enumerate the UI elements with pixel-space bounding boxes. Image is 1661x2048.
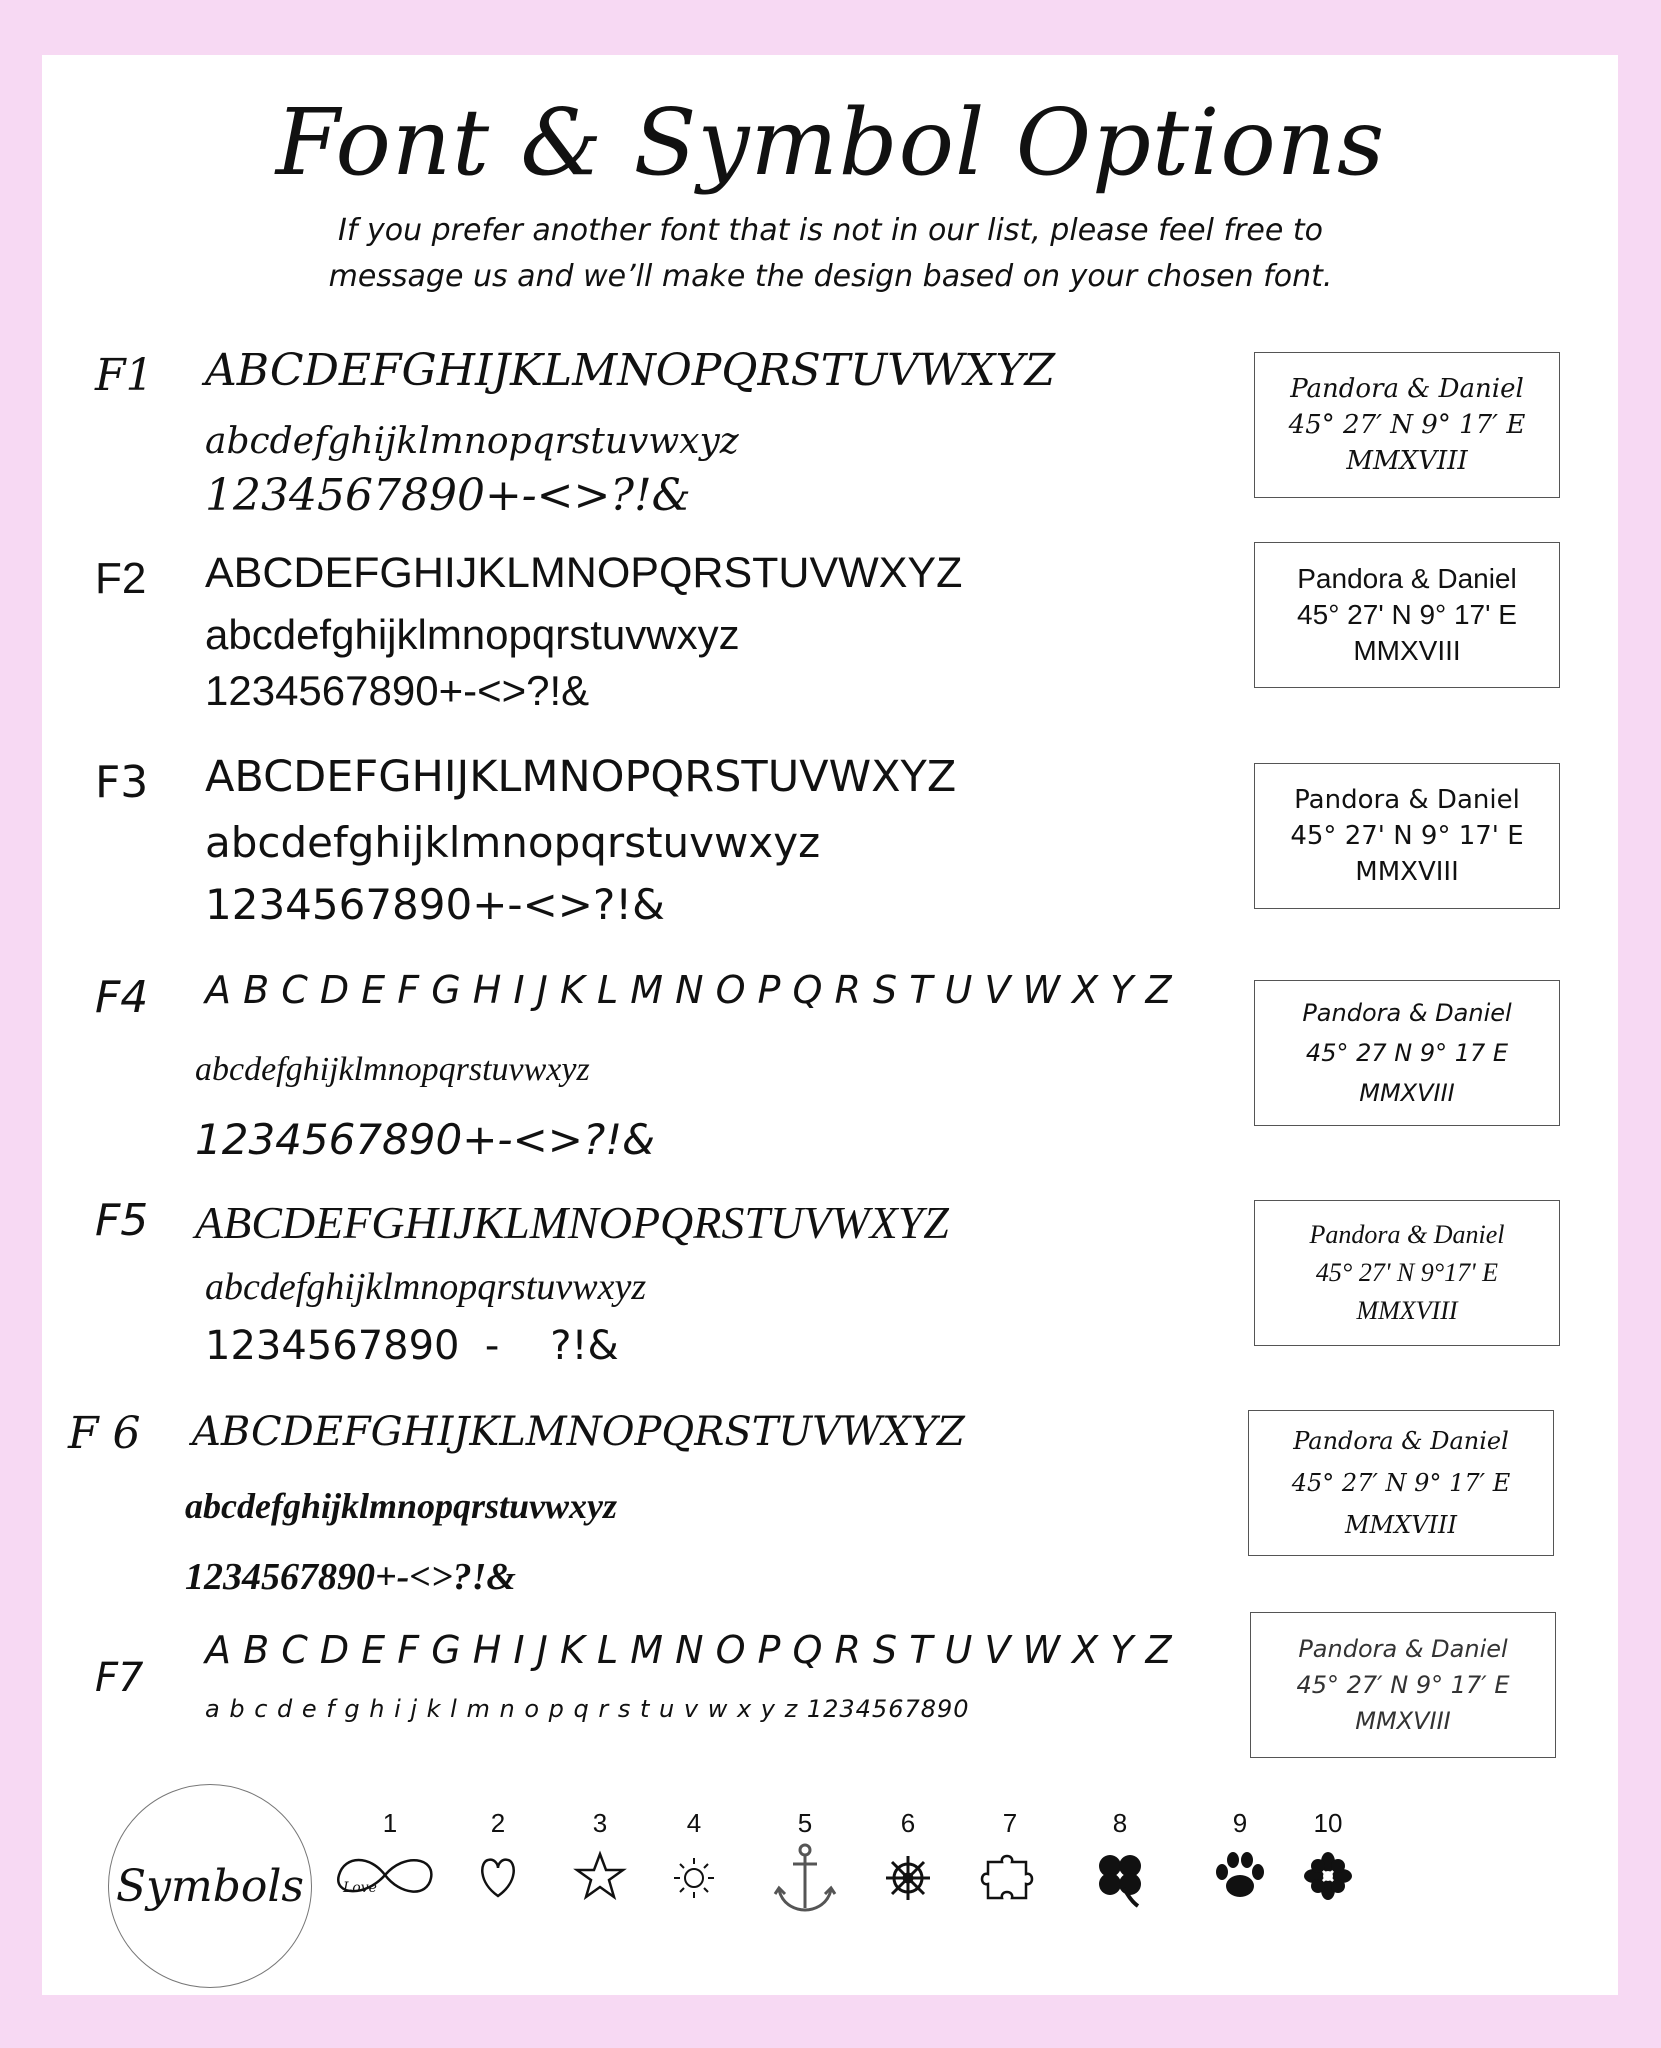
- font-sample-box: [1254, 763, 1560, 909]
- puzzle-piece-icon: [970, 1840, 1050, 1910]
- font-label: F 6: [68, 1408, 141, 1459]
- sample-year: MMXVIII: [1353, 635, 1461, 666]
- sample-year: MMXVIII: [1346, 446, 1468, 476]
- sample-coordinates: 45° 27' N 9° 17' E: [1297, 599, 1517, 630]
- sample-coordinates: 45° 27′ N 9° 17′ E: [1296, 1671, 1510, 1699]
- sample-names: Pandora & Daniel: [1309, 1220, 1505, 1249]
- symbol-number: 3: [592, 1808, 608, 1838]
- font-uppercase: A B C D E F G H I J K L M N O P Q R S T U V W X Y Z: [205, 968, 1172, 1012]
- sun-icon: [654, 1840, 734, 1910]
- heart-icon: [458, 1840, 538, 1910]
- font-lowercase: a b c d e f g h i j k l m n o p q r s t u v w x y z 1234567890: [205, 1695, 970, 1723]
- sample-coordinates: 45° 27 N 9° 17 E: [1305, 1039, 1509, 1067]
- infinity-love-icon: [325, 1840, 445, 1910]
- symbol-number: 8: [1112, 1808, 1128, 1838]
- font-sample-box: [1254, 542, 1560, 688]
- symbol-number: 9: [1232, 1808, 1248, 1838]
- font-uppercase: ABCDEFGHIJKLMNOPQRSTUVWXYZ: [205, 752, 957, 802]
- font-label: F1: [95, 350, 154, 401]
- sample-names: Pandora & Daniel: [1297, 563, 1517, 594]
- font-digits: 1234567890+-<>?!&: [205, 667, 590, 714]
- sample-year: MMXVIII: [1359, 1079, 1455, 1107]
- sample-year: MMXVIII: [1355, 857, 1459, 887]
- page-title: Font & Symbol Options: [275, 89, 1386, 196]
- font-lowercase: abcdefghijklmnopqrstuvwxyz: [195, 1051, 590, 1088]
- symbol-number: 5: [797, 1808, 813, 1838]
- sample-year: MMXVIII: [1355, 1707, 1451, 1735]
- sample-year: MMXVIII: [1344, 1511, 1457, 1539]
- sample-names: Pandora & Daniel: [1294, 785, 1520, 815]
- four-leaf-clover-icon: [1080, 1840, 1160, 1910]
- symbol-number: 4: [686, 1808, 702, 1838]
- subtitle-line-2: message us and we’ll make the design based on your chosen font.: [328, 259, 1333, 294]
- flower-icon: [1288, 1840, 1368, 1910]
- font-sample-box: [1248, 1410, 1554, 1556]
- paw-print-icon: [1200, 1840, 1280, 1910]
- symbol-number: 10: [1313, 1808, 1343, 1838]
- sample-names: Pandora & Daniel: [1293, 1427, 1509, 1455]
- font-lowercase: abcdefghijklmnopqrstuvwxyz: [205, 818, 821, 867]
- anchor-icon: [765, 1840, 845, 1920]
- font-label: F3: [95, 757, 149, 808]
- font-digits: 1234567890+-<>?!&: [195, 1115, 655, 1164]
- font-label: F5: [95, 1195, 149, 1246]
- star-icon: [560, 1840, 640, 1910]
- symbol-number: 6: [900, 1808, 916, 1838]
- font-lowercase: abcdefghijklmnopqrstuvwxyz: [205, 611, 740, 658]
- font-uppercase: ABCDEFGHIJKLMNOPQRSTUVWXYZ: [195, 1197, 949, 1248]
- font-uppercase: ABCDEFGHIJKLMNOPQRSTUVWXYZ: [205, 549, 963, 597]
- page-subtitle: [0, 208, 1661, 300]
- font-label: F4: [95, 972, 149, 1023]
- font-label: F2: [95, 554, 147, 603]
- font-lowercase: abcdefghijklmnopqrstuvwxyz: [185, 1486, 618, 1526]
- sample-year: MMXVIII: [1356, 1296, 1458, 1325]
- subtitle-line-1: If you prefer another font that is not in our list, please feel free to: [338, 213, 1323, 248]
- symbol-number: 7: [1002, 1808, 1018, 1838]
- sample-names: Pandora & Daniel: [1302, 999, 1512, 1027]
- sample-coordinates: 45° 27' N 9°17' E: [1315, 1258, 1499, 1287]
- font-label: F7: [95, 1655, 144, 1701]
- sample-names: Pandora & Daniel: [1298, 1635, 1508, 1663]
- font-uppercase: ABCDEFGHIJKLMNOPQRSTUVWXYZ: [205, 345, 1056, 396]
- font-digits: 1234567890+-<>?!&: [205, 470, 691, 521]
- symbols-badge: Symbols: [108, 1784, 312, 1988]
- symbol-number: 2: [490, 1808, 506, 1838]
- font-sample-box: [1254, 352, 1560, 498]
- font-lowercase: abcdefghijklmnopqrstuvwxyz: [205, 421, 739, 462]
- love-text: Love: [343, 1880, 377, 1896]
- font-uppercase: A B C D E F G H I J K L M N O P Q R S T U V W X Y Z: [205, 1628, 1172, 1672]
- ship-wheel-icon: [868, 1840, 948, 1910]
- sample-names: Pandora & Daniel: [1290, 374, 1524, 404]
- font-digits: 1234567890 - ?!&: [205, 1323, 619, 1369]
- font-lowercase: abcdefghijklmnopqrstuvwxyz: [205, 1266, 647, 1308]
- sample-coordinates: 45° 27′ N 9° 17′ E: [1288, 410, 1526, 440]
- sample-coordinates: 45° 27' N 9° 17' E: [1290, 821, 1524, 851]
- font-digits: 1234567890+-<>?!&: [205, 880, 665, 929]
- symbol-number: 1: [382, 1808, 398, 1838]
- sample-coordinates: 45° 27′ N 9° 17′ E: [1291, 1469, 1511, 1497]
- font-digits: 1234567890+-<>?!&: [185, 1556, 516, 1598]
- font-sample-box: [1254, 980, 1560, 1126]
- font-sample-box: [1250, 1612, 1556, 1758]
- font-sample-box: [1254, 1200, 1560, 1346]
- font-uppercase: ABCDEFGHIJKLMNOPQRSTUVWXYZ: [192, 1409, 965, 1455]
